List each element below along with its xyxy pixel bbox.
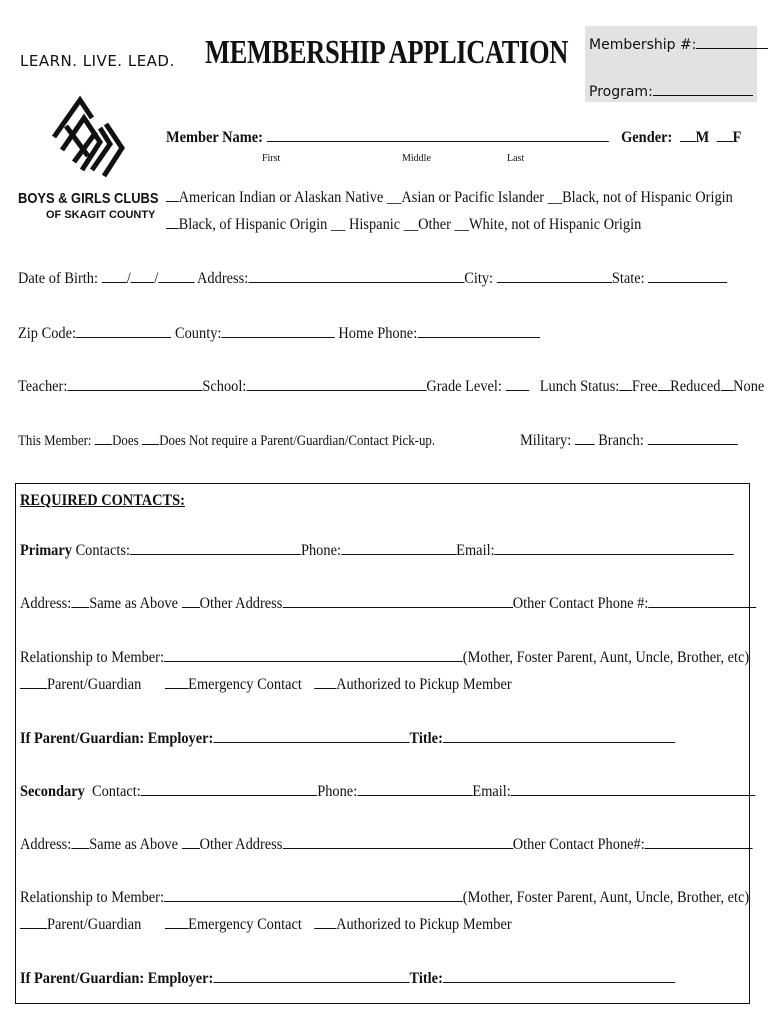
primary-contact-name-input[interactable]	[130, 540, 301, 555]
membership-number-field[interactable]	[589, 34, 768, 53]
secondary-employer-input[interactable]	[213, 968, 409, 983]
primary-address-row	[20, 593, 756, 613]
primary-relationship-label: Relationship to Member:	[20, 649, 164, 666]
gender-m-option: M	[695, 129, 710, 146]
ethnicity-options-2: Black, of Hispanic Origin __ Hispanic __Other __White, not of Hispanic Origin	[178, 216, 642, 233]
secondary-authorized-option: Authorized to Pickup Member	[336, 916, 512, 933]
gender-f-blank[interactable]	[716, 127, 732, 142]
secondary-title-input[interactable]	[443, 968, 675, 983]
secondary-address-label: Address:	[20, 836, 72, 853]
ethnicity-options-1: American Indian or Alaskan Native __Asian or Pacific Islander __Black, not of Hispanic Origin	[178, 189, 733, 206]
secondary-email-label: Email:	[472, 783, 511, 800]
secondary-parent-guardian-option: Parent/Guardian	[47, 916, 142, 933]
lunch-none-blank[interactable]	[720, 376, 733, 391]
logo-wordmark: BOYS & GIRLS CLUBS	[18, 190, 159, 207]
gender-label: Gender:	[621, 129, 673, 146]
primary-other-address-blank[interactable]	[182, 593, 200, 608]
secondary-contact-row	[20, 781, 756, 801]
primary-other-address-input[interactable]	[282, 593, 512, 608]
primary-label: Primary	[20, 542, 72, 559]
primary-phone-label: Phone:	[300, 542, 341, 559]
pickup-row	[18, 430, 435, 450]
primary-authorized-blank[interactable]	[314, 674, 336, 689]
county-label: County:	[174, 325, 222, 342]
pickup-does-not-blank[interactable]	[142, 430, 159, 445]
primary-relationship-row	[20, 647, 749, 667]
secondary-relationship-hint: (Mother, Foster Parent, Aunt, Uncle, Brother, etc)	[462, 889, 750, 906]
grade-level-input[interactable]	[506, 376, 529, 391]
address-input[interactable]	[248, 268, 464, 283]
home-phone-label: Home Phone:	[338, 325, 418, 342]
primary-email-label: Email:	[456, 542, 495, 559]
secondary-contact-label: Contact:	[92, 783, 141, 800]
primary-title-input[interactable]	[443, 728, 675, 743]
primary-employer-row	[20, 728, 675, 748]
lunch-status-label: Lunch Status:	[539, 378, 620, 395]
secondary-contact-name-input[interactable]	[141, 781, 317, 796]
logo-subtitle: OF SKAGIT COUNTY	[46, 209, 156, 221]
primary-contact-row	[20, 540, 734, 560]
gender-f-option: F	[732, 129, 742, 146]
secondary-other-address-option: Other Address	[199, 836, 283, 853]
lunch-free-option: Free	[631, 378, 658, 395]
ethnicity-row-1[interactable]	[166, 187, 733, 207]
last-name-caption: Last	[507, 153, 525, 164]
state-input[interactable]	[648, 268, 727, 283]
middle-name-caption: Middle	[402, 153, 431, 164]
member-name-input[interactable]	[266, 127, 608, 142]
county-input[interactable]	[221, 323, 334, 338]
primary-address-label: Address:	[20, 595, 72, 612]
primary-relationship-input[interactable]	[164, 647, 463, 662]
primary-employer-label: If Parent/Guardian: Employer:	[20, 730, 214, 747]
primary-other-phone-label: Other Contact Phone #:	[512, 595, 649, 612]
zip-label: Zip Code:	[18, 325, 76, 342]
secondary-authorized-blank[interactable]	[314, 914, 336, 929]
city-input[interactable]	[497, 268, 612, 283]
lunch-none-option: None	[733, 378, 765, 395]
program-field[interactable]	[589, 81, 753, 100]
membership-number-label: Membership #:	[589, 37, 697, 53]
secondary-address-row	[20, 834, 753, 854]
dob-row: Date of Birth: / / Address: City: State:	[18, 268, 727, 288]
primary-same-option: Same as Above	[89, 595, 178, 612]
military-input[interactable]	[575, 430, 595, 445]
secondary-other-phone-label: Other Contact Phone#:	[512, 836, 645, 853]
lunch-reduced-option: Reduced	[670, 378, 721, 395]
secondary-label: Secondary	[20, 783, 85, 800]
form-title: MEMBERSHIP APPLICATION	[205, 34, 568, 71]
address-label: Address:	[197, 270, 249, 287]
zip-input[interactable]	[76, 323, 171, 338]
secondary-same-option: Same as Above	[89, 836, 178, 853]
military-row	[520, 430, 737, 450]
pickup-does-option: Does	[112, 433, 139, 449]
dob-label: Date of Birth:	[18, 270, 98, 287]
primary-role-row	[20, 674, 512, 694]
secondary-relationship-row	[20, 887, 749, 907]
boys-girls-clubs-logo-icon	[44, 92, 129, 182]
secondary-emergency-blank[interactable]	[165, 914, 188, 929]
this-member-label: This Member:	[18, 433, 92, 449]
primary-parent-guardian-option: Parent/Guardian	[47, 676, 142, 693]
secondary-title-label: Title:	[409, 970, 443, 987]
secondary-relationship-label: Relationship to Member:	[20, 889, 164, 906]
primary-email-input[interactable]	[495, 540, 734, 555]
primary-relationship-hint: (Mother, Foster Parent, Aunt, Uncle, Brother, etc)	[462, 649, 750, 666]
branch-label: Branch:	[598, 432, 644, 449]
ethnicity-row-2[interactable]	[166, 214, 641, 234]
primary-same-blank[interactable]	[71, 593, 89, 608]
primary-authorized-option: Authorized to Pickup Member	[336, 676, 512, 693]
secondary-parent-guardian-blank[interactable]	[20, 914, 47, 929]
secondary-email-input[interactable]	[511, 781, 756, 796]
required-contacts-heading: REQUIRED CONTACTS:	[20, 492, 185, 509]
pickup-does-not-option: Does Not require a Parent/Guardian/Contact Pick-up.	[159, 433, 436, 449]
dob-month-input[interactable]	[102, 268, 127, 283]
gender-m-blank[interactable]	[679, 127, 695, 142]
secondary-phone-label: Phone:	[317, 783, 358, 800]
member-name-row	[166, 127, 741, 147]
lunch-reduced-blank[interactable]	[658, 376, 671, 391]
primary-title-label: Title:	[409, 730, 443, 747]
dob-day-input[interactable]	[131, 268, 154, 283]
secondary-other-phone-input[interactable]	[645, 834, 753, 849]
secondary-employer-label: If Parent/Guardian: Employer:	[20, 970, 214, 987]
primary-emergency-blank[interactable]	[165, 674, 188, 689]
secondary-employer-row	[20, 968, 675, 988]
school-label: School:	[202, 378, 247, 395]
school-input[interactable]	[246, 376, 426, 391]
dob-year-input[interactable]	[158, 268, 194, 283]
pickup-does-blank[interactable]	[95, 430, 112, 445]
state-label: State:	[611, 270, 645, 287]
primary-emergency-option: Emergency Contact	[188, 676, 302, 693]
secondary-other-address-blank[interactable]	[182, 834, 200, 849]
secondary-relationship-input[interactable]	[164, 887, 463, 902]
secondary-same-blank[interactable]	[71, 834, 89, 849]
primary-phone-input[interactable]	[341, 540, 456, 555]
branch-input[interactable]	[647, 430, 737, 445]
grade-level-label: Grade Level:	[426, 378, 502, 395]
primary-other-address-option: Other Address	[199, 595, 283, 612]
military-label: Military:	[520, 432, 572, 449]
primary-other-phone-input[interactable]	[648, 593, 756, 608]
teacher-input[interactable]	[67, 376, 202, 391]
primary-contacts-label: Contacts:	[75, 542, 130, 559]
first-name-caption: First	[262, 153, 281, 164]
zip-row	[18, 323, 540, 343]
lunch-free-blank[interactable]	[619, 376, 632, 391]
secondary-role-row	[20, 914, 512, 934]
member-name-label: Member Name:	[166, 129, 263, 146]
secondary-phone-input[interactable]	[357, 781, 472, 796]
primary-employer-input[interactable]	[213, 728, 409, 743]
city-label: City:	[464, 270, 494, 287]
secondary-other-address-input[interactable]	[282, 834, 512, 849]
tagline: LEARN. LIVE. LEAD.	[20, 52, 175, 70]
school-row	[18, 376, 764, 396]
teacher-label: Teacher:	[18, 378, 68, 395]
secondary-emergency-option: Emergency Contact	[188, 916, 302, 933]
home-phone-input[interactable]	[417, 323, 539, 338]
office-use-box	[585, 26, 757, 102]
primary-parent-guardian-blank[interactable]	[20, 674, 47, 689]
program-label: Program:	[589, 84, 653, 100]
